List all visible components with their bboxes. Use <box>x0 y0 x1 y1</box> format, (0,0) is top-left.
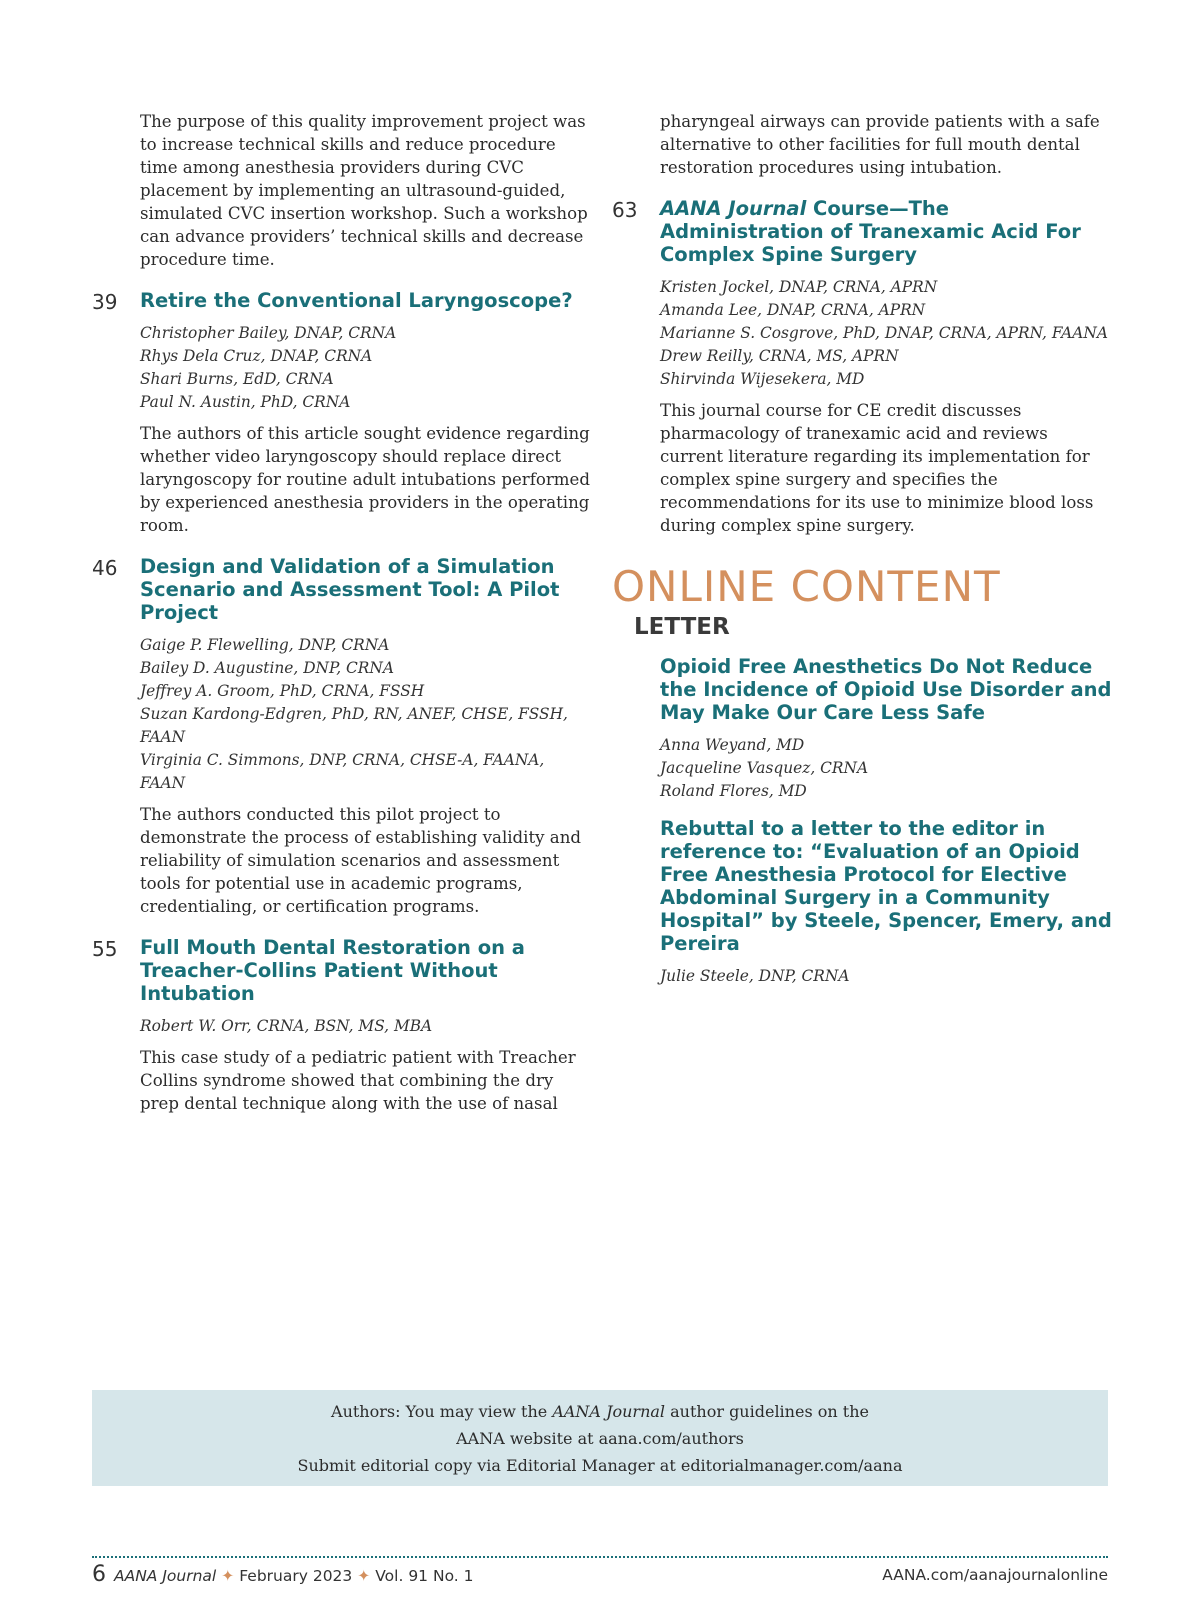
author: Drew Reilly, CRNA, MS, APRN <box>660 347 899 365</box>
footer-website[interactable]: AANA.com/aanajournalonline <box>882 1566 1108 1584</box>
journal-name-italic: AANA Journal <box>660 197 807 220</box>
journal-name-italic: AANA Journal <box>552 1402 666 1421</box>
author: Gaige P. Flewelling, DNP, CRNA <box>140 636 390 654</box>
article-page-number: 55 <box>92 937 118 961</box>
author-list <box>660 276 1112 391</box>
author-list <box>140 634 592 795</box>
author-list <box>140 1015 592 1038</box>
article-title-rest: Course—The Administration of Tranexamic Acid For Complex Spine Surgery <box>660 197 1081 266</box>
author: Paul N. Austin, PhD, CRNA <box>140 393 351 411</box>
guidelines-line-3[interactable]: Submit editorial copy via Editorial Manager at editorialmanager.com/aana <box>297 1456 903 1475</box>
author: Julie Steele, DNP, CRNA <box>660 967 850 985</box>
author: Virginia C. Simmons, DNP, CRNA, CHSE-A, FAANA, FAAN <box>140 751 545 792</box>
author: Jacqueline Vasquez, CRNA <box>660 759 869 777</box>
intro-summary: The purpose of this quality improvement project was to increase technical skills and reduce procedure time among anesthesia providers during CVC placement by implementing an ultrasound-guided, simulated CVC insertion workshop. Such a workshop can advance providers’ technical skills and decrease procedure time. <box>140 112 588 269</box>
left-column <box>92 110 592 1115</box>
article-46 <box>92 555 592 918</box>
continued-summary: pharyngeal airways can provide patients with a safe alternative to other facilities for full mouth dental restoration procedures using intubation. <box>660 112 1100 177</box>
right-column <box>612 110 1112 1002</box>
article-summary: The authors conducted this pilot project to demonstrate the process of establishing validity and reliability of simulation scenarios and assessment tools for potential use in academic programs, credentialing, or certification programs. <box>140 805 582 916</box>
author: Amanda Lee, DNAP, CRNA, APRN <box>660 301 926 319</box>
article-title[interactable] <box>660 197 1112 266</box>
article-title[interactable]: Full Mouth Dental Restoration on a Treacher-Collins Patient Without Intubation <box>140 936 525 1005</box>
author: Shirvinda Wijesekera, MD <box>660 370 865 388</box>
footer-left <box>92 1562 474 1587</box>
footer-volume: Vol. 91 <box>375 1567 429 1585</box>
letter-item <box>612 655 1112 803</box>
letter-title[interactable]: Rebuttal to a letter to the editor in reference to: “Evaluation of an Opioid Free Anesthesia Protocol for Elective Abdominal Surgery in a Community Hospital” by Steele, Spencer, Emery, and Pereira <box>660 817 1112 955</box>
author: Kristen Jockel, DNAP, CRNA, APRN <box>660 278 938 296</box>
guidelines-text: author guidelines on the <box>665 1402 869 1421</box>
author-guidelines-box <box>92 1390 1108 1486</box>
footer-dotted-rule <box>92 1556 1108 1558</box>
author-list <box>140 322 592 414</box>
author-list <box>660 734 1112 803</box>
author: Suzan Kardong-Edgren, PhD, RN, ANEF, CHSE, FSSH, FAAN <box>140 705 568 746</box>
author: Robert W. Orr, CRNA, BSN, MS, MBA <box>140 1017 433 1035</box>
author: Jeffrey A. Groom, PhD, CRNA, FSSH <box>140 682 425 700</box>
author: Anna Weyand, MD <box>660 736 805 754</box>
article-summary: This journal course for CE credit discusses pharmacology of tranexamic acid and reviews current literature regarding its implementation for complex spine surgery and specifies the recommendations for its use to minimize blood loss during complex spine surgery. <box>660 401 1094 535</box>
author: Rhys Dela Cruz, DNAP, CRNA <box>140 347 373 365</box>
guidelines-line-1 <box>92 1398 1108 1425</box>
diamond-icon: ✦ <box>221 1567 235 1585</box>
footer-date: February 2023 <box>239 1567 353 1585</box>
article-63 <box>612 197 1112 537</box>
online-content-heading: ONLINE CONTENT <box>612 562 1001 611</box>
guidelines-line-2[interactable]: AANA website at aana.com/authors <box>456 1429 744 1448</box>
footer-page-number: 6 <box>92 1562 106 1587</box>
article-summary: The authors of this article sought evidence regarding whether video laryngoscopy should replace direct laryngoscopy for routine adult intubations performed by experienced anesthesia providers in the operating room. <box>140 424 590 535</box>
article-title[interactable]: Retire the Conventional Laryngoscope? <box>140 289 573 312</box>
guidelines-text: Authors: You may view the <box>331 1402 553 1421</box>
article-page-number: 46 <box>92 556 118 580</box>
letter-title[interactable]: Opioid Free Anesthetics Do Not Reduce the Incidence of Opioid Use Disorder and May Make Our Care Less Safe <box>660 655 1112 724</box>
footer-issue: No. 1 <box>433 1567 474 1585</box>
article-55 <box>92 936 592 1115</box>
article-title[interactable]: Design and Validation of a Simulation Scenario and Assessment Tool: A Pilot Project <box>140 555 560 624</box>
article-page-number: 63 <box>612 198 638 222</box>
diamond-icon: ✦ <box>357 1567 371 1585</box>
author: Roland Flores, MD <box>660 782 807 800</box>
author: Marianne S. Cosgrove, PhD, DNAP, CRNA, APRN, FAANA <box>660 324 1108 342</box>
letter-section-label: LETTER <box>634 614 730 640</box>
author: Bailey D. Augustine, DNP, CRNA <box>140 659 394 677</box>
article-page-number: 39 <box>92 290 118 314</box>
page-footer <box>92 1562 1108 1592</box>
letter-item <box>612 817 1112 988</box>
article-summary: This case study of a pediatric patient with Treacher Collins syndrome showed that combining the dry prep dental technique along with the use of nasal <box>140 1048 576 1113</box>
author-list <box>660 965 1112 988</box>
footer-journal: AANA Journal <box>114 1567 217 1585</box>
author: Christopher Bailey, DNAP, CRNA <box>140 324 397 342</box>
article-39 <box>92 289 592 537</box>
author: Shari Burns, EdD, CRNA <box>140 370 334 388</box>
